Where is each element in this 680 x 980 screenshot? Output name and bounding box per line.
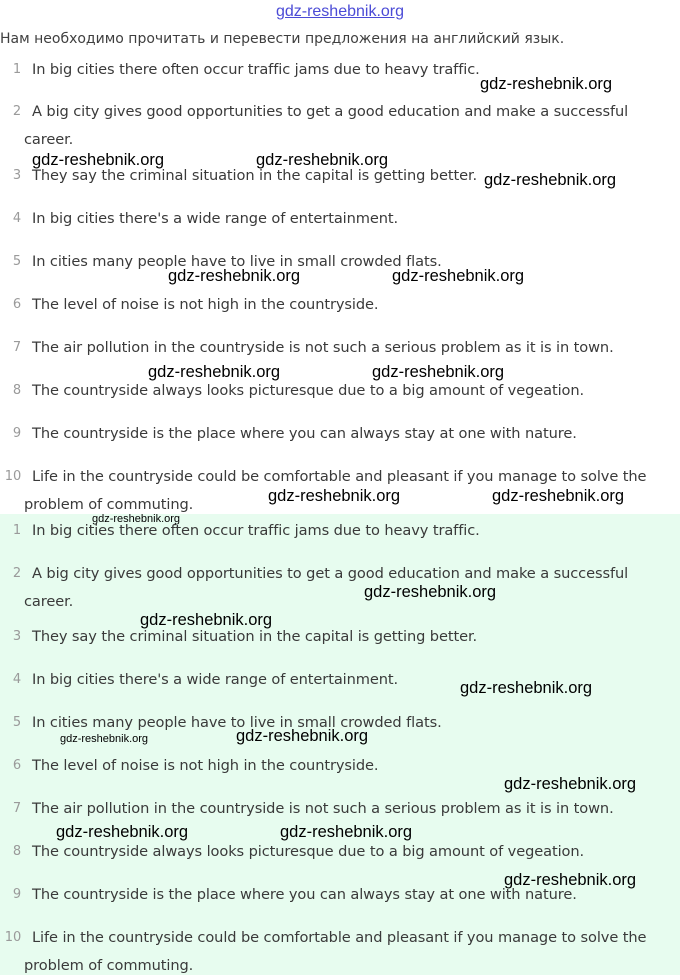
item-text: A big city gives good opportunities to get a good education and make a successful career.: [24, 103, 629, 148]
item-number: 5: [12, 715, 22, 730]
watermark: gdz-reshebnik.org: [492, 487, 625, 505]
item-number: 8: [12, 383, 22, 398]
item-text: The countryside always looks picturesque due to a big amount of vegeation.: [32, 843, 585, 860]
watermark: gdz-reshebnik.org: [92, 513, 181, 525]
watermark: gdz-reshebnik.org: [504, 871, 637, 889]
item-text: In big cities there's a wide range of entertainment.: [32, 210, 399, 227]
watermark: gdz-reshebnik.org: [460, 679, 593, 697]
item-text: Life in the countryside could be comfortable and pleasant if you manage to solve the problem of commuting.: [24, 468, 647, 513]
item-number: 6: [12, 297, 22, 312]
item-number: 1: [12, 523, 22, 538]
item-text: In big cities there's a wide range of entertainment.: [32, 671, 399, 688]
watermark: gdz-reshebnik.org: [168, 267, 301, 285]
watermark: gdz-reshebnik.org: [140, 611, 273, 629]
item-number: 10: [4, 930, 22, 945]
item-number: 4: [12, 672, 22, 687]
item-text: The countryside is the place where you can always stay at one with nature.: [32, 425, 577, 442]
item-number: 4: [12, 211, 22, 226]
item-text: The air pollution in the countryside is not such a serious problem as it is in town.: [32, 339, 614, 356]
item-text: They say the criminal situation in the capital is getting better.: [32, 628, 478, 645]
item-number: 5: [12, 254, 22, 269]
watermark: gdz-reshebnik.org: [504, 775, 637, 793]
watermark: gdz-reshebnik.org: [236, 727, 369, 745]
item-text: In cities many people have to live in small crowded flats.: [32, 714, 442, 731]
item-text: The countryside is the place where you can always stay at one with nature.: [32, 886, 577, 903]
item-text: A big city gives good opportunities to get a good education and make a successful career.: [24, 565, 629, 610]
item-text: The level of noise is not high in the countryside.: [32, 296, 379, 313]
item-text: They say the criminal situation in the capital is getting better.: [32, 167, 478, 184]
instruction-text: Нам необходимо прочитать и перевести предложения на английский язык.: [0, 31, 565, 47]
item-text: In big cities there often occur traffic jams due to heavy traffic.: [32, 61, 480, 78]
item-text: The level of noise is not high in the countryside.: [32, 757, 379, 774]
watermark: gdz-reshebnik.org: [32, 151, 165, 169]
watermark: gdz-reshebnik.org: [280, 823, 413, 841]
item-number: 1: [12, 62, 22, 77]
item-number: 8: [12, 844, 22, 859]
item-text: Life in the countryside could be comfortable and pleasant if you manage to solve the problem of commuting.: [24, 929, 647, 974]
watermark: gdz-reshebnik.org: [256, 151, 389, 169]
item-number: 6: [12, 758, 22, 773]
item-text: In big cities there often occur traffic jams due to heavy traffic.: [32, 522, 480, 539]
watermark: gdz-reshebnik.org: [60, 733, 149, 745]
item-number: 3: [12, 629, 22, 644]
watermark: gdz-reshebnik.org: [372, 363, 505, 381]
item-text: In cities many people have to live in small crowded flats.: [32, 253, 442, 270]
watermark: gdz-reshebnik.org: [148, 363, 281, 381]
site-header[interactable]: [0, 0, 680, 24]
item-number: 2: [12, 566, 22, 581]
watermark: gdz-reshebnik.org: [392, 267, 525, 285]
watermark: gdz-reshebnik.org: [268, 487, 401, 505]
item-number: 7: [12, 801, 22, 816]
sentence-list-original: [0, 54, 680, 514]
item-text: The countryside always looks picturesque due to a big amount of vegeation.: [32, 382, 585, 399]
watermark: gdz-reshebnik.org: [480, 75, 613, 93]
item-number: 10: [4, 469, 22, 484]
item-number: 2: [12, 104, 22, 119]
watermark: gdz-reshebnik.org: [56, 823, 189, 841]
watermark: gdz-reshebnik.org: [484, 171, 617, 189]
item-number: 7: [12, 340, 22, 355]
item-number: 9: [12, 887, 22, 902]
site-link[interactable]: gdz-reshebnik.org: [275, 3, 405, 20]
watermark: gdz-reshebnik.org: [364, 583, 497, 601]
item-number: 3: [12, 168, 22, 183]
item-number: 9: [12, 426, 22, 441]
item-text: The air pollution in the countryside is not such a serious problem as it is in town.: [32, 800, 614, 817]
